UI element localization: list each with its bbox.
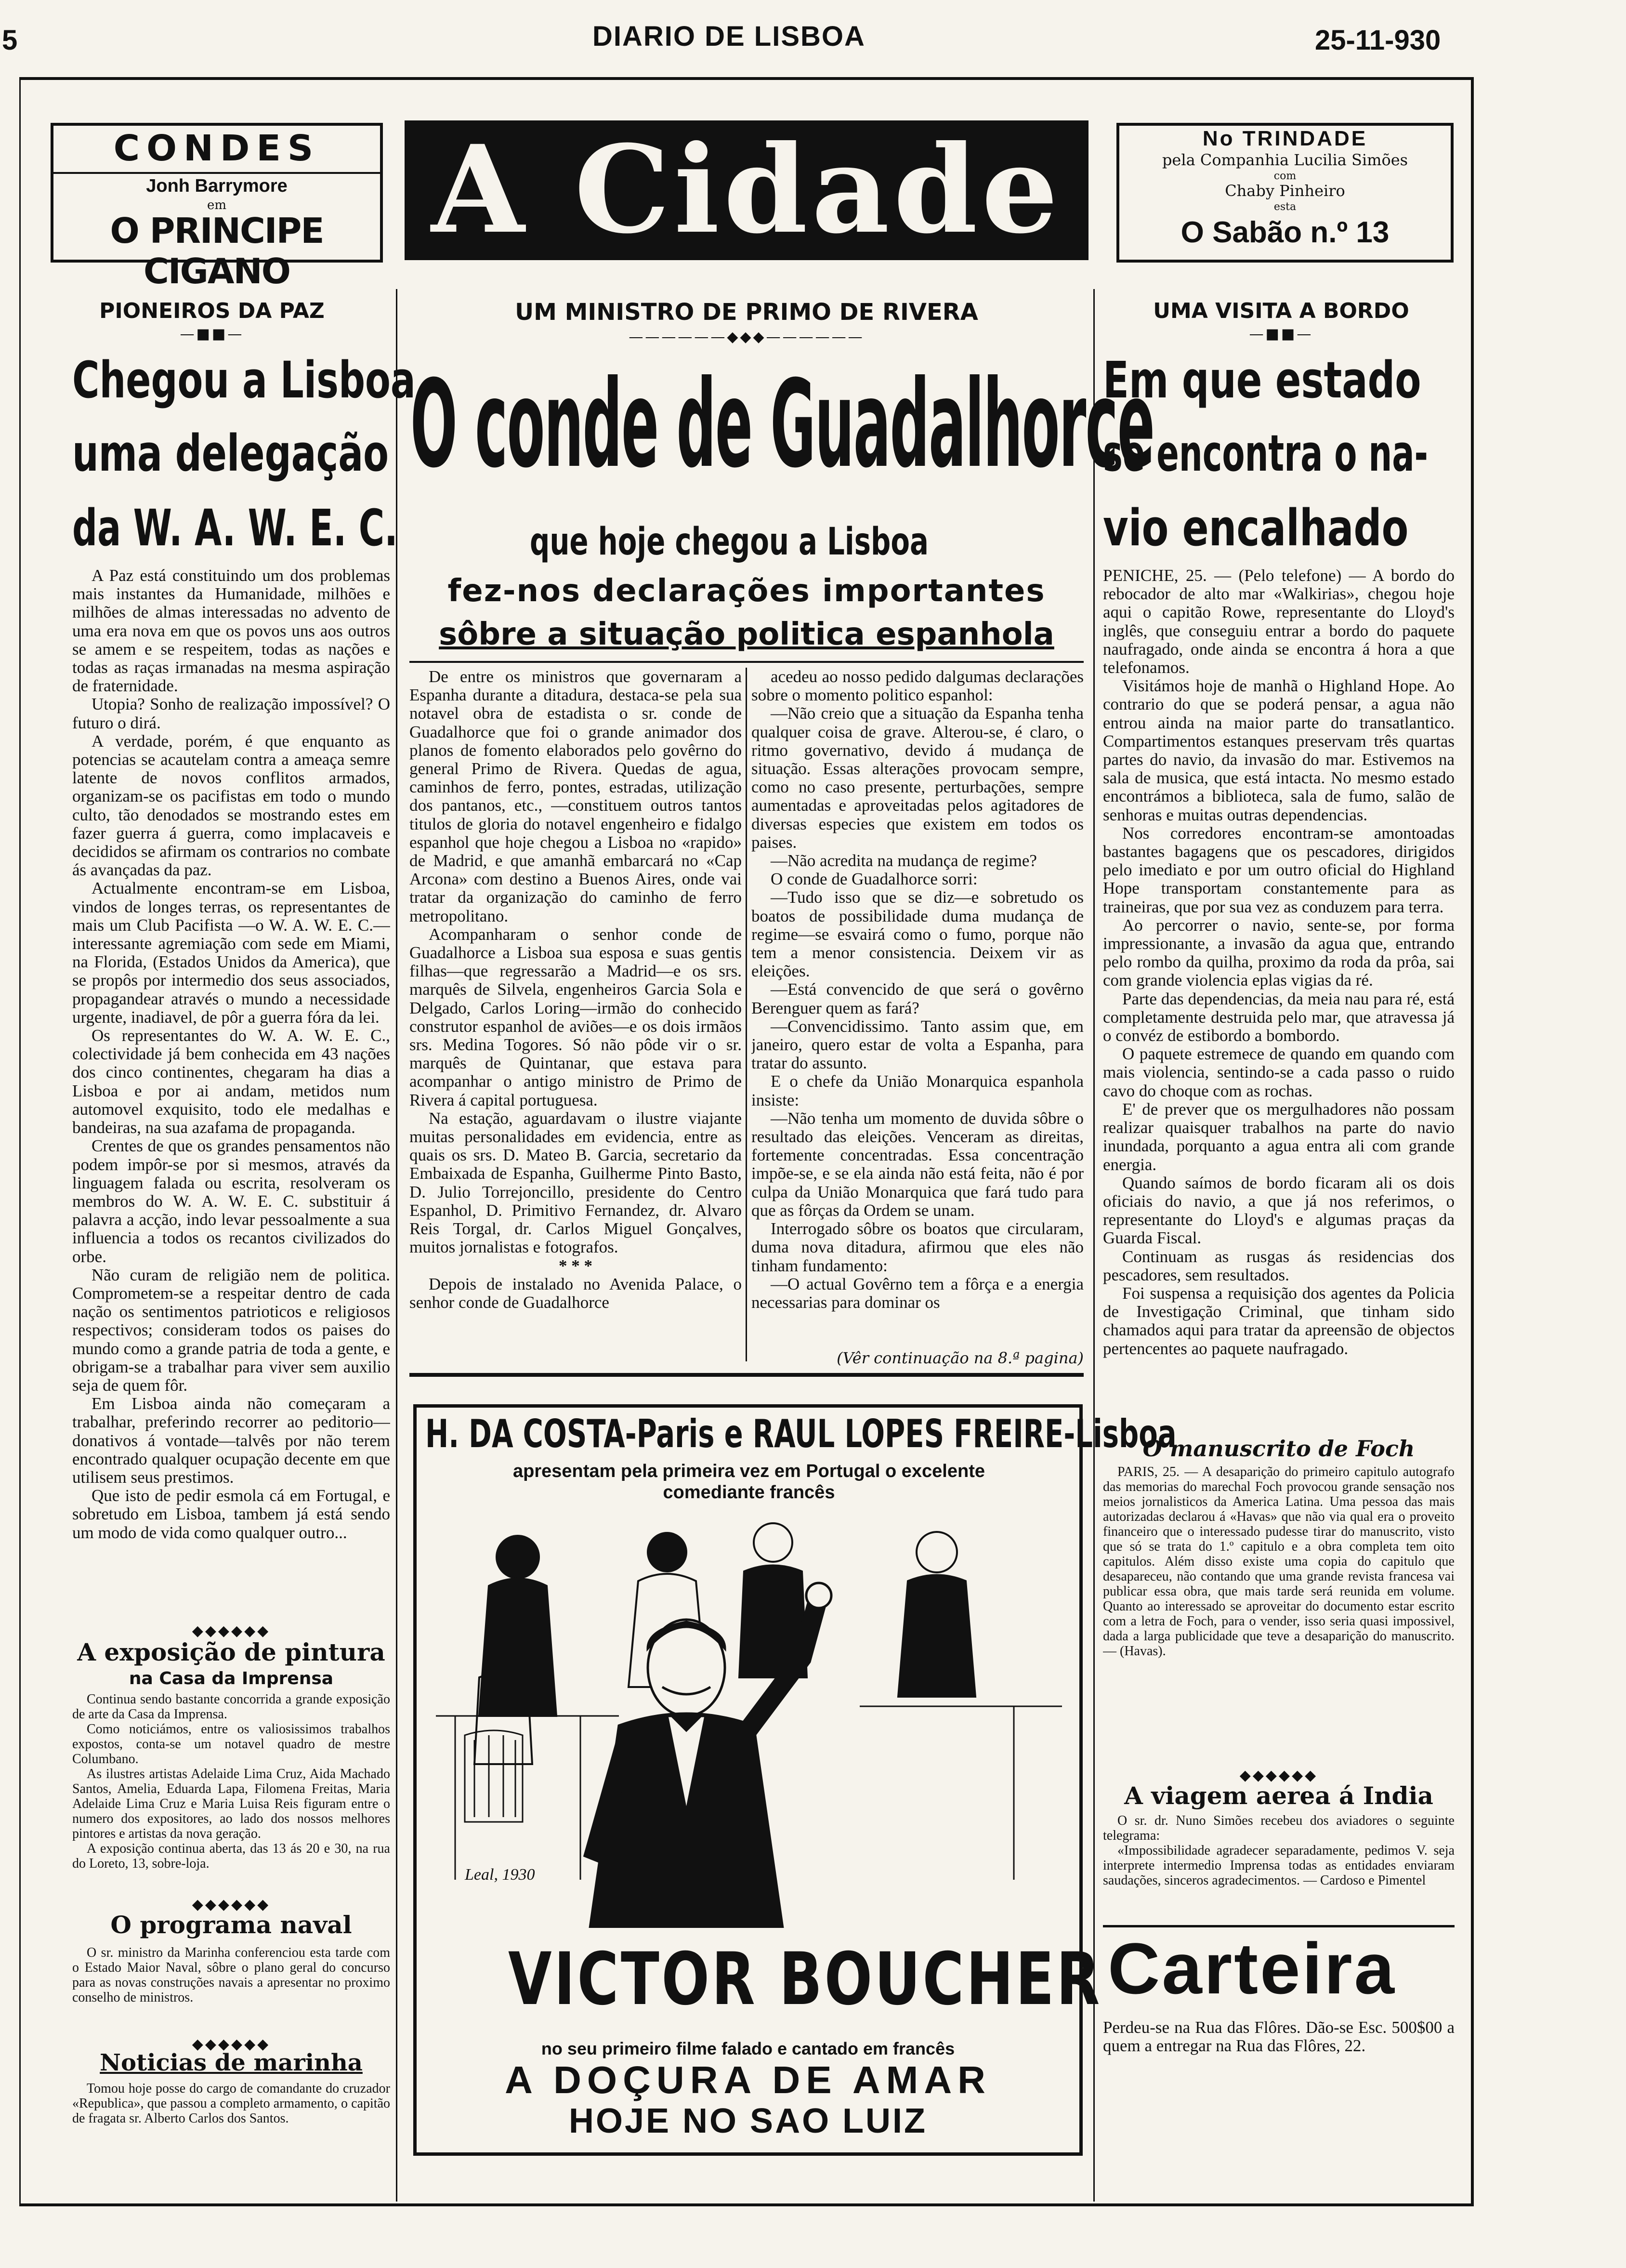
top-rule [19,77,1474,80]
center-deck-1: fez-nos declarações importantes [447,573,1046,609]
left-headline-2: uma delegação [72,424,389,483]
left-headline-1: Chegou a Lisboa [72,351,416,409]
center-paragraph: De entre os ministros que governaram a Espanha durante a ditadura, destaca-se pela sua notavel obra de estadista o sr. conde de Guadalhorce que foi o grande animador dos planos de fomento elaborados pelo govêrno do general Primo de Rivera. Quedas de agua, caminhos de ferro, pontes, estradas, utilização dos pantanos, etc., —constituem outros tantos titulos de gloria do notavel engenheiro e fidalgo espanhol que hoje chegou a Lisboa no «rapido» de Madrid, e que amanhã embarcará no «Cap Arcona» com destino a Buenos Aires, onde vai tratar da organização do caminho de ferro metropolitano. [409,668,742,925]
section-title-box [405,120,1088,260]
exposicao-body [72,1692,390,1894]
left-paragraph: Utopia? Sonho de realização impossível? O futuro o dirá. [72,695,390,732]
exposicao-subtitle: na Casa da Imprensa [129,1669,334,1688]
film-ad-title: A DOÇURA DE AMAR [505,2058,991,2101]
trindade-company: pela Companhia Lucilia Simões [1162,151,1408,169]
programa-naval-title: O programa naval [110,1911,352,1939]
ornament-divider-icon: ◆◆◆◆◆◆ [1239,1767,1318,1784]
foch-body [1103,1464,1455,1768]
india-body [1103,1813,1455,1924]
right-paragraph: Foi suspensa a requisição dos agentes da Policia de Investigação Criminal, que tinham sido chamados aqui para tratar da apreensão de objectos pertencentes ao paquete naufragado. [1103,1283,1455,1358]
left-headline-3: da W. A. W. E. C. [72,499,398,557]
condes-actor: Jonh Barrymore [146,176,288,196]
left-paragraph: Actualmente encontram-se em Lisboa, vindos de longes terras, os representantes de mais um Club Pacifista —o W. A. W. E. C.—interessante agremiação com sede em Miami, na Florida, (Estados Unidos da America), que se propôs por intermedio dos seus associados, propagandear através o mundo a necessidade urgente, inadiavel, de pôr a guerra fóra da lei. [72,879,390,1027]
frame-left [19,77,21,2206]
column-rule-1 [396,289,397,2202]
center-paragraph: —Convencidissimo. Tanto assim que, em janeiro, quero estar de volta a Espanha, para tratar do assunto. [751,1016,1084,1073]
center-deck-rule [409,661,1084,663]
right-paragraph: O paquete estremece de quando em quando com mais violencia, sentindo-se a cada passo o ruido cavo do choque com as rochas. [1103,1044,1455,1100]
left-paragraph: A verdade, porém, é que enquanto as potencias se acautelam contra a ameaça semre latente de novos conflitos armados, organizam-se os pacifistas em todo o mundo culto, tão denodados se mostrando estes em fazer guerra á guerra, como implacaveis e decididos se afirmam os contrarios no combate ás avançadas da paz. [72,731,390,880]
film-ad [413,1404,1177,2156]
trindade-play: O Sabão n.º 13 [1180,216,1390,249]
ornament-divider-icon: ◆◆◆◆◆◆ [192,1896,271,1913]
condes-film: O PRINCIPE CIGANO [110,211,324,291]
right-headline-2: se encontra o na- [1103,424,1429,483]
center-paragraph: —O actual Govêrno tem a fôrça e a energia necessarias para dominar os [751,1274,1084,1312]
ornament-divider-icon: —■■— [1249,326,1313,343]
center-continuation: (Vêr continuação na 8.ª pagina) [837,1349,1084,1367]
film-ad-cinema: HOJE NO SAO LUIZ [568,2102,928,2140]
exposicao-paragraph: A exposição continua aberta, das 13 ás 20 e 30, na rua do Loreto, 13, sobre-loja. [72,1841,390,1871]
ornament-divider-icon: ◆◆◆◆◆◆ [192,2036,271,2053]
center-subhead: que hoje chegou a Lisboa [530,520,929,564]
right-headline-3: vio encalhado [1103,499,1409,557]
center-paragraph: —Está convencido de que será o govêrno Berenguer quem as fará? [751,980,1084,1017]
left-paragraph: Os representantes do W. A. W. E. C., colectividade já bem conhecida em 43 nações dos cinco continentes, chegaram ha dias a Lisboa e por ai andam, metidos num automovel exquisito, todo ele medalhas e bandeiras, na sua azafama de propaganda. [72,1026,390,1137]
left-paragraph: A Paz está constituindo um dos problemas mais instantes da Humanidade, milhões e milhões de almas interessadas no advento de uma era nova em que os povos uns aos outros se amem e se respeitem, todas as nações e todas as raças irmanadas na mesma aspiração de fraternidade. [72,567,390,696]
center-paragraph: Interrogado sôbre os boatos que circularam, duma nova ditadura, afirmou que eles não tinham fundamento: [751,1219,1084,1275]
right-paragraph: Nos corredores encontram-se amontoadas bastantes bagagens que os pescadores, dirigidos pelo imediato e por um outro oficial do Highland Hope transportam constantemente para as traineiras, que por sua vez as conduzem para terra. [1103,823,1455,916]
exposicao-paragraph: As ilustres artistas Adelaide Lima Cruz, Aida Machado Santos, Amelia, Eduarda Lapa, Filomena Freitas, Maria Adelaide Lima Cruz e Maria Luisa Reis figuram entre o numero dos expositores, ao lado dos nossos melhores pintores e artistas da nova geração. [72,1767,390,1841]
film-illustration [436,1514,1062,1928]
left-paragraph: Crentes de que os grandes pensamentos não podem impôr-se por si mesmos, através da linguagem falada ou escrita, resolveram os membros do W. A. W. E. C. substituir á palavra a acção, indo levar pessoalmente a sua influencia a todos os recantos civilizados do orbe. [72,1136,390,1266]
carteira-title: Carteira [1108,1928,1396,2009]
trindade-actor: Chaby Pinheiro [1225,182,1345,200]
condes-title: CONDES [113,128,320,169]
india-title: A viagem aerea á India [1124,1781,1433,1810]
column-rule-2 [1093,289,1095,2202]
center-col1-body [409,668,742,1366]
right-paragraph: Ao percorrer o navio, sente-se, por forma impressionante, a invasão da agua que, entrando pelo rombo da quilha, proximo da roda da prôa, sai com grande violencia eplas vigias da ré. [1103,915,1455,990]
center-paragraph: O conde de Guadalhorce sorri: [771,870,978,889]
right-paragraph: PENICHE, 25. — (Pelo telefone) — A bordo do rebocador de alto mar «Walkirias», chegou hoje aqui o capitão Rowe, representante do Lloyd's inglês, que conseguiu entrar a bordo do paquete naufragado, onde ainda se encontra á hora a que telefonamos. [1103,567,1455,677]
center-paragraph: E o chefe da União Monarquica espanhola insiste: [751,1072,1084,1109]
noticias-marinha-title: Noticias de marinha [100,2049,363,2076]
carteira-text: Perdeu-se na Rua das Flôres. Dão-se Esc. 500$00 a quem a entregar na Rua das Flôres, 22. [1103,2018,1455,2056]
left-kicker: PIONEIROS DA PAZ [99,299,325,323]
center-inner-rule [746,668,747,1361]
center-deck-2: sôbre a situação politica espanhola [439,617,1054,652]
left-paragraph: Que isto de pedir esmola cá em Fortugal, e sobretudo em Lisboa, tambem já está sendo um modo de vida como qualquer outro... [72,1486,390,1542]
center-stars: * * * [559,1256,592,1275]
bottom-rule [19,2203,1474,2206]
center-article-end-rule [409,1373,1084,1377]
programa-naval-paragraph: O sr. ministro da Marinha conferenciou esta tarde com o Estado Maior Naval, sôbre o plano geral do concurso para as novas construções navais a apresentar no proximo conselho de ministros. [72,1945,390,2005]
exposicao-title: A exposição de pintura [77,1638,385,1666]
section-title: A Cidade [431,119,1062,260]
india-paragraph: O sr. dr. Nuno Simões recebeu dos aviadores o seguinte telegrama: [1103,1813,1455,1843]
noticias-marinha-paragraph: Tomou hoje posse do cargo de comandante do cruzador «Republica», que passou a completo armamento, o capitão de fragata sr. Alberto Carlos dos Santos. [72,2081,390,2126]
center-paragraph: Depois de instalado no Avenida Palace, o senhor conde de Guadalhorce [409,1274,742,1312]
programa-naval-body [72,1945,390,2042]
left-paragraph: Não curam de religião nem de politica. Comprometem-se a respeitar dentro de cada nação os sentimentos patrioticos e religiosos respectivos; consideram todos os paises do mundo como a grande patria de toda a gente, e obrigam-se a trabalhar para viver sem auxilio seja de quem fôr. [72,1265,390,1395]
center-paragraph: Acompanharam o senhor conde de Guadalhorce a Lisboa sua esposa e suas gentis filhas—que regressarão a Madrid—e os srs. marquês de Silvela, engenheiros Garcia Sola e Delgado, Carlos Loring—irmão do conhecido construtor espanhol de aviões—e os dois irmãos srs. Medina Togores. Só não pôde vir o sr. marquês de Quintanar, que estava para acompanhar o antigo ministro de Primo de Rivera á capital portuguesa. [409,924,742,1109]
center-headline: O conde de Guadalhorce [410,354,1154,494]
center-col2-body [751,668,1084,1342]
right-paragraph: Continuam as rusgas ás residencias dos pescadores, sem resultados. [1103,1247,1455,1284]
center-paragraph: acedeu ao nosso pedido dalgumas declarações sobre o momento politico espanhol: [751,668,1084,705]
right-headline-1: Em que estado [1103,351,1421,409]
right-paragraph: Quando saímos de bordo ficaram ali os dois oficiais do navio, a que já nos referimos, o representante do Lloyd's e algumas praças da Guarda Fiscal. [1103,1173,1455,1248]
exposicao-paragraph: Como noticiámos, entre os valiosissimos trabalhos expostos, conta-se um notavel quadro de mestre Columbano. [72,1722,390,1767]
illustrator-signature: Leal, 1930 [465,1866,535,1884]
film-ad-line: no seu primeiro filme falado e cantado em francês [541,2039,955,2058]
trindade-esta: esta [1273,201,1297,213]
film-ad-subhead: apresentam pela primeira vez em Portugal o excelente comediante francês [513,1461,985,1503]
center-paragraph: —Não acredita na mudança de regime? [771,851,1037,870]
center-paragraph: —Não creio que a situação da Espanha tenha qualquer coisa de grave. Alterou-se, é claro, o ritmo governativo, devido á mudança de situação. Essas alterações provocam sempre, como no caso presente, perturbações, sempre aumentadas e aproveitadas pelos agitadores de diversas especies que existem em todos os paises. [751,704,1084,852]
ornament-divider-icon: —■■— [180,326,244,343]
india-paragraph: «Impossibilidade agradecer separadamente, pedimos V. seja interprete intermedio Imprensa todas as entidades enviaram saudações, sinceros agradecimentos. — Cardoso e Pimentel [1103,1843,1455,1888]
center-paragraph: —Não tenha um momento de duvida sôbre o resultado das eleições. Venceram as direitas, fortemente concentradas. Essa concentração impõe-se, e se ela ainda não está feita, não é por culpa da União Monarquica que fará tudo para que as fôrças da Ordem se unam. [751,1108,1084,1220]
center-paragraph: —Tudo isso que se diz—e sobretudo os boatos de possibilidade duma mudança de regime—se esvairá como o fumo, porque não tem a menor consistencia. Deixem vir as eleições. [751,888,1084,981]
trindade-com: com [1273,170,1297,182]
exposicao-paragraph: Continua sendo bastante concorrida a grande exposição de arte da Casa da Imprensa. [72,1692,390,1722]
right-paragraph: E' de prever que os mergulhadores não possam realizar quaisquer trabalhos na parte do navio inundada, porquanto a agua entra ali com grande energia. [1103,1099,1455,1174]
foch-paragraph: PARIS, 25. — A desaparição do primeiro capitulo autografo das memorias do marechal Foch provocou grande sensação nos meios jornalisticos da America Latina. Uma pessoa das mais autorizadas declarou á «Havas» que não via qual era o proveito financeiro que o interessado pudesse tirar do manuscrito, visto que só se trata do 1.º capitulo e a obra completa tem oito capitulos. Além disso existe uma copia do capitulo que desapareceu, não contando que uma grande revista francesa vai publicar essa obra, que mais tarde será reunida em volume. Quanto ao interessado se aproveitar do documento estar escrito com a letra de Foch, para o vender, isso seria quasi impossivel, dada a larga publicidade que teve a desaparição do manuscrito. — (Havas). [1103,1464,1455,1659]
right-kicker: UMA VISITA A BORDO [1153,299,1409,323]
condes-em: em [207,198,227,212]
left-paragraph: Em Lisboa ainda não começaram a trabalhar, preferindo recorrer ao peditorio—donativos á vontade—talvês por não terem encontrado qualquer ocupação decente em que utilisem seus prestimos. [72,1394,390,1487]
right-paragraph: Visitámos hoje de manhã o Highland Hope. Ao contrario do que se poderá pensar, a agua não entrou ainda na maior parte do transatlantico. Compartimentos estanques preservam três quartas partes do navio, da invasão do mar. Estivemos na sala de musica, que está intacta. No mesmo estado encontrámos a biblioteca, sala de fumo, salão de senhoras e muitas outras dependencias. [1103,676,1455,824]
newspaper-name: DIARIO DE LISBOA [592,21,865,52]
foch-title: O manuscrito de Foch [1142,1436,1415,1462]
condes-ad [51,123,383,291]
issue-date: 25-11-930 [1315,25,1441,56]
right-paragraph: Parte das dependencias, da meia nau para ré, está completamente destruida pelo mar, que atravessa já o convéz de estibordo a bombordo. [1103,989,1455,1045]
right-article-body [1103,567,1455,1434]
trindade-title: No TRINDADE [1202,127,1368,150]
trindade-ad [1116,123,1454,263]
left-article-body [72,567,390,1617]
frame-right [1471,77,1474,2206]
noticias-marinha-body [72,2081,390,2163]
ornament-divider-icon: ——————◆◆◆—————— [629,329,865,345]
center-paragraph: Na estação, aguardavam o ilustre viajante muitas personalidades em evidencia, entre as quais os srs. D. Mateo B. Garcia, secretario da Embaixada de Espanha, Guilherme Pinto Basto, D. Julio Torrejoncillo, presidente do Centro Espanhol, D. Primitivo Fernandez, dr. Alvaro Reis Torgal, dr. Carlos Miguel Gonçalves, muitos jornalistas e fotografos. [409,1108,742,1257]
page-number: 5 [2,25,18,56]
film-ad-actor: VICTOR BOUCHER [508,1938,1102,2021]
center-kicker: UM MINISTRO DE PRIMO DE RIVERA [515,299,978,326]
film-ad-headline: H. DA COSTA-Paris e RAUL LOPES FREIRE-Lisboa [425,1411,1177,1456]
ornament-divider-icon: ◆◆◆◆◆◆ [192,1622,271,1639]
